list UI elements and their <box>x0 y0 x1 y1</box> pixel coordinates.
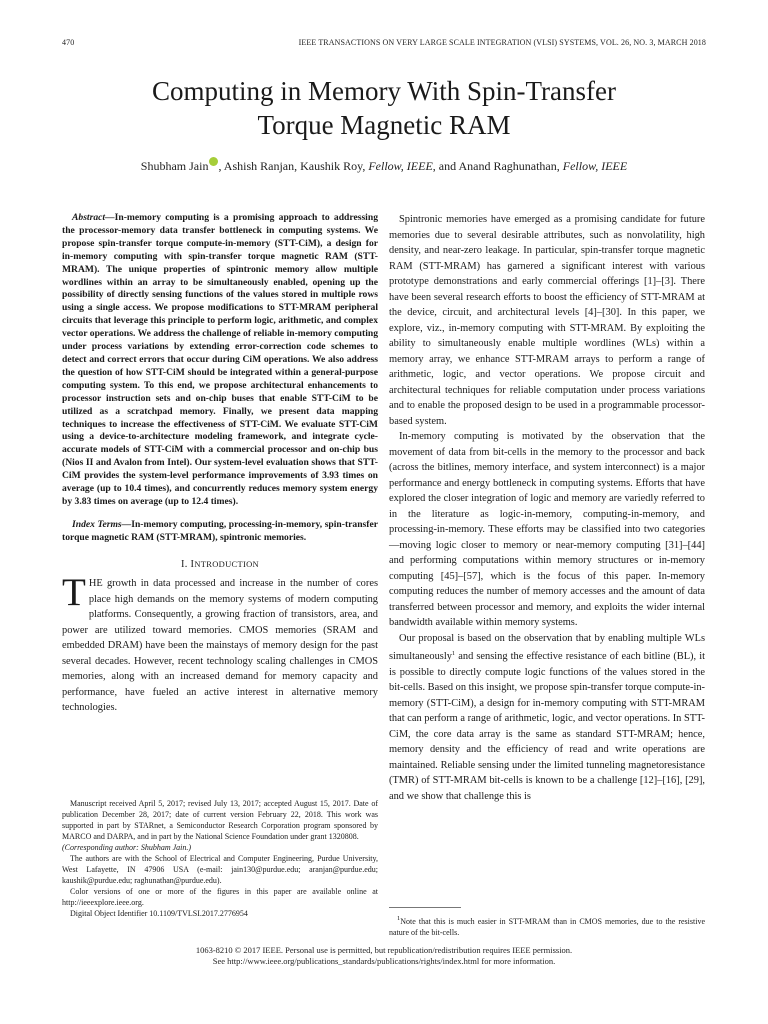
page-number: 470 <box>62 38 75 47</box>
copyright-notice <box>0 945 768 967</box>
author-1: Shubham Jain <box>140 159 209 173</box>
title-line-1: Computing in Memory With Spin-Transfer <box>152 76 616 106</box>
footnote-ref-1[interactable]: 1 <box>451 650 456 657</box>
right-paragraph-3b: and sensing the effective resistance of each bitline (BL), it is possible to directly compute logic functions of the values stored in the bit-cells. Based on this insight, we propose spin-transfer torque compute-in-memory (STT-CiM), a design for in-memory computing with STT-MRAM that can perform a range of arithmetic, logic, and vector operations. In STT-CiM, the core data array is the same as standard STT-MRAM; hence, memory density and the efficiency of read and write operations are maintained. Reliable sensing under the limited tunneling magnetoresistance (TMR) of STT-MRAM bit-cells is known to be a challenge [12]–[16], [29], and we show that challenge this is <box>389 651 705 802</box>
abstract <box>62 212 378 509</box>
author-rest-2: , and Anand Raghunathan, <box>432 159 563 173</box>
copyright-line-1: 1063-8210 © 2017 IEEE. Personal use is permitted, but republication/redistribution requires IEEE permission. <box>195 945 573 955</box>
author-fellow-2: Fellow, IEEE <box>562 159 628 173</box>
paper-title <box>0 74 768 142</box>
left-footnotes <box>62 798 378 919</box>
author-rest-1: , Ashish Ranjan, Kaushik Roy, <box>218 159 369 173</box>
right-footnote <box>389 907 705 938</box>
author-fellow-1: Fellow, IEEE <box>368 159 433 173</box>
section-heading-introduction <box>62 557 378 573</box>
footnote-affiliation: The authors are with the School of Electrical and Computer Engineering, Purdue University, West Lafayette, IN 47906 USA (e-mail: jain130@purdue.edu; aranjan@purdue.edu; kaushik@purdue.edu; raghunathan@purdue.edu). <box>62 854 378 885</box>
footnote-color: Color versions of one or more of the figures in this paper are available online at http://ieeexplore.ieee.org. <box>62 887 378 907</box>
section-numeral: I. I <box>180 558 195 570</box>
index-terms-lead: Index Terms— <box>72 518 132 530</box>
footnote-corresponding: (Corresponding author: Shubham Jain.) <box>62 843 192 852</box>
left-column <box>62 212 378 716</box>
abstract-text: In-memory computing is a promising approach to addressing the processor-memory data transfer bottleneck in computing systems. We propose spin-transfer torque compute-in-memory (STT-CiM), a design for in-memory computing with spin-transfer torque magnetic RAM (STT-MRAM). The unique properties of spintronic memory allow multiple wordlines within an array to be simultaneously enabled, opening up the possibility of directly sensing functions of the values stored in multiple rows using a single access. We propose modifications to STT-MRAM peripheral circuits that leverage this principle to perform logic, arithmetic, and complex vector operations. We address the challenge of reliable in-memory computing under process variations by extending error-correction code schemes to detect and correct errors that occur during CiM operations. We also address the question of how STT-CiM should be integrated within a general-purpose computing system. To this end, we propose architectural enhancements to processor instruction sets and on-chip buses that enable STT-CiM to be utilized as a scratchpad memory. Finally, we present data mapping techniques to increase the effectiveness of STT-CiM. We evaluate STT-CiM using a device-to-architecture modeling framework, and integrate cycle-accurate models of STT-CiM with a commercial processor and on-chip bus (Nios II and Avalon from Intel). Our system-level evaluation shows that STT-CiM provides the system-level performance improvements of 3.93 times on average (up to 10.4 times), and concurrently reduces memory system energy by 3.83 times on average (up to 12.4 times). <box>62 212 378 507</box>
right-paragraph-3 <box>389 631 705 805</box>
title-line-2: Torque Magnetic RAM <box>257 110 511 140</box>
right-paragraph-1: Spintronic memories have emerged as a promising candidate for future memories due to several desirable attributes, such as nonvolatility, high density, and near-zero leakage. In particular, spin-transfer torque magnetic RAM (STT-MRAM) has garnered a significant interest with various prototype demonstrations and early commercial offerings [1]–[3]. There have been several research efforts to boost the efficiency of STT-MRAM at the device, circuit, and architectural levels [4]–[30]. In this paper, we explore, viz., in-memory computing with STT-MRAM. By exploiting the ability to simultaneously enable multiple wordlines (WLs) within a memory array, we enhance STT-MRAM arrays to perform a range of arithmetic, logic, and vector operations. We propose circuit and architectural techniques for reliable computation under process variations and to enable the proposed design to be used in a programmable processor-based system. <box>389 214 705 427</box>
footnote-rule <box>389 907 461 908</box>
footnote-marker-1: 1 <box>397 915 401 922</box>
abstract-lead: Abstract— <box>72 212 115 223</box>
right-paragraph-2: In-memory computing is motivated by the observation that the movement of data from bit-cells in the memory to the processor and back (across the bitlines, memory interface, and system interconnect) is a major performance and energy bottleneck in computing systems. Efforts that have explored the closer integration of logic and memory are variedly referred to in the literature as logic-in-memory, computing-in-memory, and processing-in-memory. These efforts may be classified into two categories—moving logic closer to memory or near-memory computing [31]–[44] and performing computations within memory structures or in-memory computing [45]–[57], which is the focus of this paper. In-memory computing reduces the number of memory accesses and the amount of data transferred between processor and memory, and exploits the wider internal bandwidth available within memory systems. <box>389 431 705 628</box>
index-terms <box>62 519 378 545</box>
intro-paragraph <box>62 571 378 716</box>
intro-text: HE growth in data processed and increase in the number of cores place high demands on the memory systems of modern computing platforms. Consequently, a growing fraction of transistors, area, and power are utilized toward memories. CMOS memories (SRAM and embedded DRAM) have been the mainstays of memory design for the past several decades. However, recent technology scaling challenges in CMOS memories, along with an increased demand for memory capacity and performance, have fueled an active interest in alternative memory technologies. <box>62 578 378 714</box>
running-head: IEEE TRANSACTIONS ON VERY LARGE SCALE INTEGRATION (VLSI) SYSTEMS, VOL. 26, NO. 3, MARCH 2018 <box>298 38 706 47</box>
author-list <box>0 157 768 174</box>
footnote-1-text: Note that this is much easier in STT-MRAM than in CMOS memories, due to the resistive nature of the bit-cells. <box>389 917 705 937</box>
footnote-received: Manuscript received April 5, 2017; revised July 13, 2017; accepted August 15, 2017. Date of publication December 28, 2017; date of current version February 22, 2018. This work was supported in part by STARnet, a Semiconductor Research Corporation program sponsored by MARCO and DARPA, and in part by the National Science Foundation under grant 1320808. <box>62 799 378 841</box>
right-column <box>389 212 705 804</box>
index-terms-text: In-memory computing, processing-in-memory, spin-transfer torque magnetic RAM (STT-MRAM), spintronic memories. <box>62 518 378 543</box>
section-title-rest: NTRODUCTION <box>194 558 259 569</box>
copyright-line-2: See http://www.ieee.org/publications_standards/publications/rights/index.html for more information. <box>212 956 556 966</box>
right-paragraph-3a: Our proposal is based on the observation that by enabling multiple WLs simultaneously <box>389 632 705 662</box>
drop-cap: T <box>62 571 86 615</box>
footnote-doi: Digital Object Identifier 10.1109/TVLSI.2017.2776954 <box>70 909 248 918</box>
